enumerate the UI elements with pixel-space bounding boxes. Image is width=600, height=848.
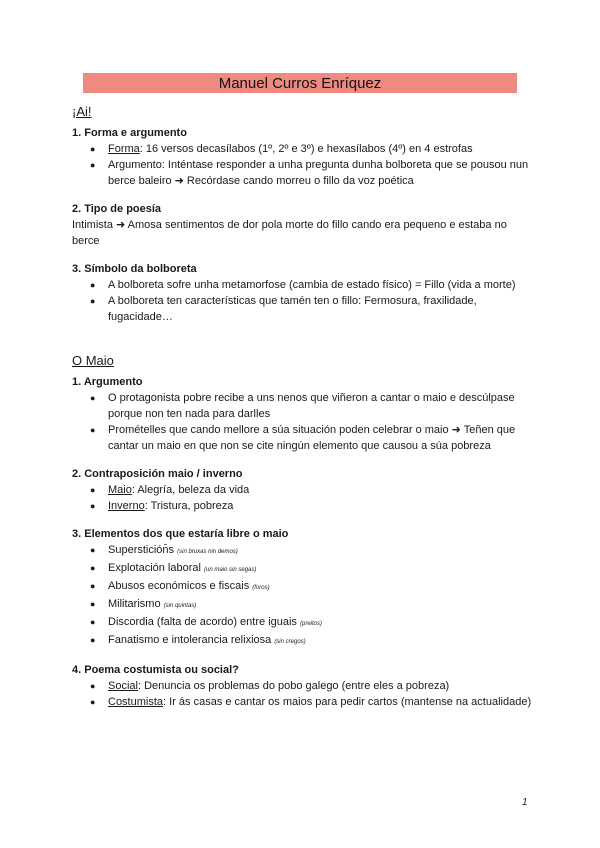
document-body <box>72 104 532 710</box>
list-item: ● Argumento: Inténtase responder a unha pregunta dunha bolboreta que se pousou nun berce baleiro ➜ Recórdase cando morreu o fillo da voz poética <box>90 159 529 187</box>
list-item: ● Promételles que cando mellore a súa situación poden celebrar o maio ➜ Teñen que cantar un maio en que non se cite ningún elemento que causou a súa pobreza <box>90 424 516 452</box>
bullet-icon: ● <box>90 599 96 609</box>
bullet-icon: ● <box>90 563 96 573</box>
bullet-icon: ● <box>90 425 96 435</box>
bullet-icon: ● <box>90 545 96 555</box>
section-heading: 3. Elementos dos que estaría libre o maio <box>72 528 289 540</box>
section-heading: 4. Poema costumista ou social? <box>72 664 239 676</box>
bullet-list <box>72 542 532 650</box>
page-number: 1 <box>522 797 528 808</box>
bullet-icon: ● <box>90 635 96 645</box>
list-item: ● Superstición̄s (sin bruxas nin demos) <box>90 544 238 556</box>
bullet-icon: ● <box>90 617 96 627</box>
list-item: ● Abusos económicos e fiscais (foros) <box>90 580 270 592</box>
document-title-banner <box>83 73 517 93</box>
section-heading: 2. Contraposición maio / inverno <box>72 468 243 480</box>
list-item: ● Militarismo (sin quintas) <box>90 598 197 610</box>
section-heading: 2. Tipo de poesía <box>72 203 162 215</box>
list-item: ● Explotación laboral (un maio sin segas) <box>90 562 257 574</box>
bullet-list <box>72 390 532 454</box>
bullet-icon: ● <box>90 144 96 154</box>
list-item: ● Fanatismo e intolerancia relixiosa (sin cregos) <box>90 634 306 646</box>
paragraph: Intimista ➜ Amosa sentimentos de dor pola morte do fillo cando era pequeno e estaba no berce <box>72 219 507 247</box>
bullet-icon: ● <box>90 485 96 495</box>
list-item: ● A bolboreta ten características que tamén ten o fillo: Fermosura, fraxilidade, fugacidade… <box>90 295 477 323</box>
bullet-list <box>72 277 532 325</box>
poem-title-o-maio: O Maio <box>72 353 114 368</box>
list-item: ● Costumista: Ir ás casas e cantar os maios para pedir cartos (mantense na actualidade) <box>90 696 532 708</box>
bullet-icon: ● <box>90 697 96 707</box>
list-item: ● Forma: 16 versos decasílabos (1º, 2º e 3º) e hexasílabos (4º) en 4 estrofas <box>90 143 473 155</box>
bullet-icon: ● <box>90 501 96 511</box>
list-item: ● A bolboreta sofre unha metamorfose (cambia de estado físico) = Fillo (vida a morte) <box>90 279 516 291</box>
bullet-list <box>72 678 532 710</box>
bullet-icon: ● <box>90 393 96 403</box>
bullet-list <box>72 141 532 189</box>
bullet-icon: ● <box>90 160 96 170</box>
section-heading: 1. Forma e argumento <box>72 127 187 139</box>
list-item: ● O protagonista pobre recibe a uns nenos que viñeron a cantar o maio e descúlpase porque non ten nada para darlles <box>90 392 515 420</box>
bullet-list <box>72 482 532 514</box>
bullet-icon: ● <box>90 280 96 290</box>
list-item: ● Discordia (falta de acordo) entre iguais (preitos) <box>90 616 323 628</box>
bullet-icon: ● <box>90 296 96 306</box>
list-item: ● Inverno: Tristura, pobreza <box>90 500 234 512</box>
list-item: ● Social: Denuncia os problemas do pobo galego (entre eles a pobreza) <box>90 680 450 692</box>
section-heading: 1. Argumento <box>72 376 143 388</box>
list-item: ● Maio: Alegría, beleza da vida <box>90 484 250 496</box>
bullet-icon: ● <box>90 681 96 691</box>
bullet-icon: ● <box>90 581 96 591</box>
poem-title-ai: ¡Ai! <box>72 104 92 119</box>
section-heading: 3. Símbolo da bolboreta <box>72 263 197 275</box>
document-title: Manuel Curros Enríquez <box>218 74 382 92</box>
